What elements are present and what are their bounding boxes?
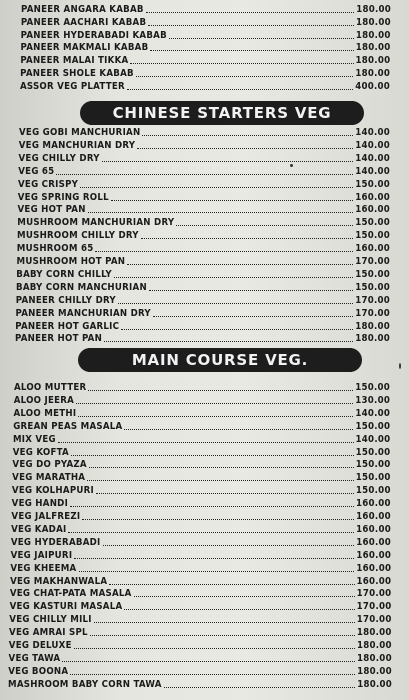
menu-item-price: 180.00 [355,42,391,54]
menu-item-name: VEG KOFTA [12,446,69,458]
menu-item-name: MASHROOM BABY CORN TAWA [8,678,162,690]
dotted-leader [80,187,353,188]
menu-item-price: 130.00 [355,394,391,406]
menu-item-row [12,498,391,509]
dotted-leader [96,493,354,494]
menu-item-row [18,179,390,190]
dotted-leader [141,238,353,239]
menu-item-name: MUSHROOM 65 [16,243,94,255]
menu-item-row [13,447,391,458]
dotted-leader [142,135,353,136]
menu-item-name: VEG DELUXE [8,640,72,651]
dotted-leader [68,532,354,533]
menu-item-name: VEG GOBI MANCHURIAN [19,127,141,138]
menu-item-price: 180.00 [356,4,391,15]
menu-item-price: 180.00 [355,333,390,345]
menu-item-row [19,140,390,151]
menu-item-row [9,640,392,651]
menu-item-price: 150.00 [355,268,390,280]
menu-item-name: VEG KADAI [11,523,67,535]
menu-item-price: 150.00 [355,281,390,293]
chinese-starters-title: CHINESE STARTERS VEG [112,104,332,122]
dotted-leader [103,545,355,546]
menu-item-row [10,563,391,574]
menu-item-name: PANEER HOT PAN [15,333,103,345]
menu-item-row [16,282,390,293]
menu-item-name: PANEER ANGARA KABAB [21,4,144,15]
menu-item-row [11,524,391,535]
menu-item-row [14,395,390,406]
menu-item-name: PANEER MAKMALI KABAB [20,42,149,54]
menu-item-price: 180.00 [356,16,391,28]
print-speck [399,363,401,369]
dotted-leader [127,264,353,265]
menu-item-price: 170.00 [355,256,390,267]
menu-item-row [20,55,390,66]
menu-item-row [18,166,390,177]
menu-item-name: VEG DO PYAZA [12,459,87,471]
menu-item-row [19,127,390,138]
menu-item-price: 160.00 [356,511,391,522]
menu-item-row [20,81,390,92]
menu-item-row [10,588,392,599]
menu-item-row [16,269,390,280]
menu-item-price: 150.00 [355,178,390,190]
menu-item-row [14,382,390,393]
menu-item-price: 160.00 [356,575,392,587]
menu-item-price: 140.00 [355,407,391,419]
menu-item-price: 150.00 [355,485,391,497]
menu-item-price: 180.00 [355,320,390,332]
menu-item-price: 170.00 [356,588,392,600]
menu-item-name: VEG KOLHAPURI [11,485,95,497]
dotted-leader [150,50,353,51]
menu-item-name: MUSHROOM HOT PAN [16,256,126,267]
menu-item-price: 160.00 [355,191,390,203]
dotted-leader [134,596,355,597]
menu-item-name: ASSOR VEG PLATTER [20,80,125,92]
menu-item-row [12,485,391,496]
menu-item-row [18,192,390,203]
menu-item-price: 180.00 [357,665,392,677]
menu-item-row [17,256,391,267]
menu-item-name: VEG CHILLY DRY [18,152,100,164]
dotted-leader [70,674,355,675]
menu-item-row [13,434,390,445]
menu-item-price: 180.00 [356,640,392,651]
dotted-leader [70,506,354,507]
menu-item-row [9,653,392,664]
print-speck [290,164,293,167]
dotted-leader [94,622,355,623]
menu-item-price: 150.00 [355,230,390,242]
menu-item-name: ALOO METHI [13,407,77,419]
dotted-leader [71,455,354,456]
menu-item-name: MUSHROOM MANCHURIAN DRY [17,217,175,229]
menu-item-row [18,204,391,215]
menu-item-name: VEG HOT PAN [17,204,86,216]
menu-item-name: VEG JAIPURI [10,549,73,561]
menu-item-price: 160.00 [356,562,392,574]
menu-item-price: 140.00 [355,433,391,445]
dotted-leader [164,687,356,688]
menu-item-row [13,408,390,419]
menu-item-row [8,666,392,677]
dotted-leader [87,480,354,481]
dotted-leader [56,174,353,175]
menu-item-row [15,333,390,344]
menu-item-name: ALOO MUTTER [14,382,87,393]
menu-item-row [15,321,390,332]
dotted-leader [74,558,354,559]
menu-item-price: 180.00 [355,68,391,79]
menu-item-name: PANEER SHOLE KABAB [20,68,134,79]
dotted-leader [79,571,355,572]
dotted-leader [76,403,353,404]
dotted-leader [111,200,353,201]
menu-item-name: PANEER MANCHURIAN DRY [15,307,151,319]
menu-item-row [21,30,391,41]
menu-item-name: VEG HYDERABADI [10,536,101,548]
dotted-leader [148,25,354,26]
menu-item-name: VEG HANDI [11,498,69,510]
dotted-leader [58,442,354,443]
dotted-leader [149,290,353,291]
menu-item-name: BABY CORN CHILLY [16,268,112,280]
menu-item-row [19,153,391,164]
menu-item-row [11,550,392,561]
menu-item-row [16,295,390,306]
dotted-leader [121,329,353,330]
menu-item-price: 180.00 [355,55,391,67]
menu-item-price: 160.00 [356,536,392,548]
menu-item-price: 180.00 [357,678,392,690]
dotted-leader [104,341,353,342]
dotted-leader [114,277,353,278]
menu-item-name: PANEER CHILLY DRY [15,294,116,306]
dotted-leader [137,148,353,149]
dotted-leader [118,303,353,304]
dotted-leader [146,12,354,13]
menu-item-row [9,627,392,638]
menu-item-price: 140.00 [355,152,390,164]
dotted-leader [78,416,353,417]
menu-item-row [8,679,392,690]
menu-item-price: 170.00 [355,307,390,319]
menu-item-price: 160.00 [355,243,390,255]
menu-item-row [17,230,390,241]
menu-item-row [10,601,392,612]
menu-item-price: 150.00 [355,459,391,471]
menu-item-price: 150.00 [355,217,390,229]
menu-item-row [9,614,391,625]
menu-item-name: ALOO JEERA [13,394,75,406]
menu-item-name: VEG TAWA [8,652,61,664]
menu-item-row [12,472,390,483]
dotted-leader [95,251,353,252]
menu-item-name: VEG BOONA [8,665,69,677]
menu-item-price: 400.00 [355,80,390,92]
dotted-leader [124,429,353,430]
menu-item-price: 160.00 [355,204,390,216]
dotted-leader [74,648,355,649]
menu-item-price: 180.00 [357,652,392,664]
menu-item-price: 150.00 [355,382,390,393]
menu-item-price: 150.00 [355,472,391,484]
menu-item-row [17,243,390,254]
menu-item-name: GREAN PEAS MASALA [13,420,123,432]
menu-item-price: 170.00 [355,294,390,306]
dotted-leader [88,390,353,391]
menu-item-name: VEG CRISPY [18,178,79,190]
chinese-starters-banner [88,101,356,125]
menu-item-price: 140.00 [355,165,390,177]
dotted-leader [169,38,354,39]
menu-item-price: 150.00 [355,446,391,458]
dotted-leader [88,212,353,213]
menu-item-price: 160.00 [356,523,391,535]
menu-item-price: 140.00 [355,139,390,151]
menu-item-name: PANEER MALAI TIKKA [20,55,129,67]
menu-item-name: VEG CHILLY MILI [9,614,92,626]
menu-item-name: VEG MARATHA [12,472,86,484]
dotted-leader [102,161,353,162]
menu-item-name: MUSHROOM CHILLY DRY [17,230,139,242]
menu-item-row [20,68,390,79]
dotted-leader [109,584,354,585]
dotted-leader [136,76,354,77]
dotted-leader [153,316,353,317]
main-course-title: MAIN COURSE VEG. [131,351,309,369]
menu-item-row [11,537,391,548]
dotted-leader [130,63,353,64]
menu-item-name: PANEER AACHARI KABAB [20,16,147,28]
menu-item-row [17,217,390,228]
menu-item-row [13,421,390,432]
menu-item-price: 150.00 [355,420,391,432]
menu-item-row [12,459,390,470]
dotted-leader [127,89,353,90]
dotted-leader [62,661,355,662]
menu-item-row [21,42,391,53]
dotted-leader [176,225,353,226]
menu-item-name: PANEER HYDERABADI KABAB [20,29,167,41]
dotted-leader [90,635,355,636]
menu-item-row [10,576,391,587]
menu-item-row [11,511,390,522]
dotted-leader [124,609,354,610]
main-course-banner [86,348,354,372]
menu-item-name: VEG 65 [18,165,55,177]
menu-item-price: 160.00 [355,498,391,510]
menu-item-row [21,4,391,15]
menu-item-name: VEG AMRAI SPL [9,627,88,639]
menu-item-name: PANEER HOT GARLIC [15,320,120,332]
menu-item-price: 140.00 [355,127,390,138]
menu-item-name: BABY CORN MANCHURIAN [16,281,147,293]
menu-item-price: 170.00 [356,601,392,613]
menu-item-name: VEG KHEEMA [10,562,77,574]
menu-item-name: MIX VEG [12,433,56,445]
menu-item-row [21,17,391,28]
menu-item-price: 170.00 [356,614,392,626]
menu-item-price: 160.00 [356,549,392,561]
menu-item-price: 180.00 [355,29,391,41]
menu-item-name: VEG MANCHURIAN DRY [18,139,136,151]
dotted-leader [82,519,354,520]
menu-item-name: VEG SPRING ROLL [17,191,109,203]
menu-item-name: VEG KASTURI MASALA [9,601,123,613]
dotted-leader [89,467,354,468]
menu-item-name: VEG JALFREZI [11,511,81,522]
menu-item-name: VEG CHAT-PATA MASALA [9,588,132,600]
menu-item-name: VEG MAKHANWALA [10,575,108,587]
menu-item-price: 180.00 [356,627,392,639]
menu-item-row [16,308,391,319]
